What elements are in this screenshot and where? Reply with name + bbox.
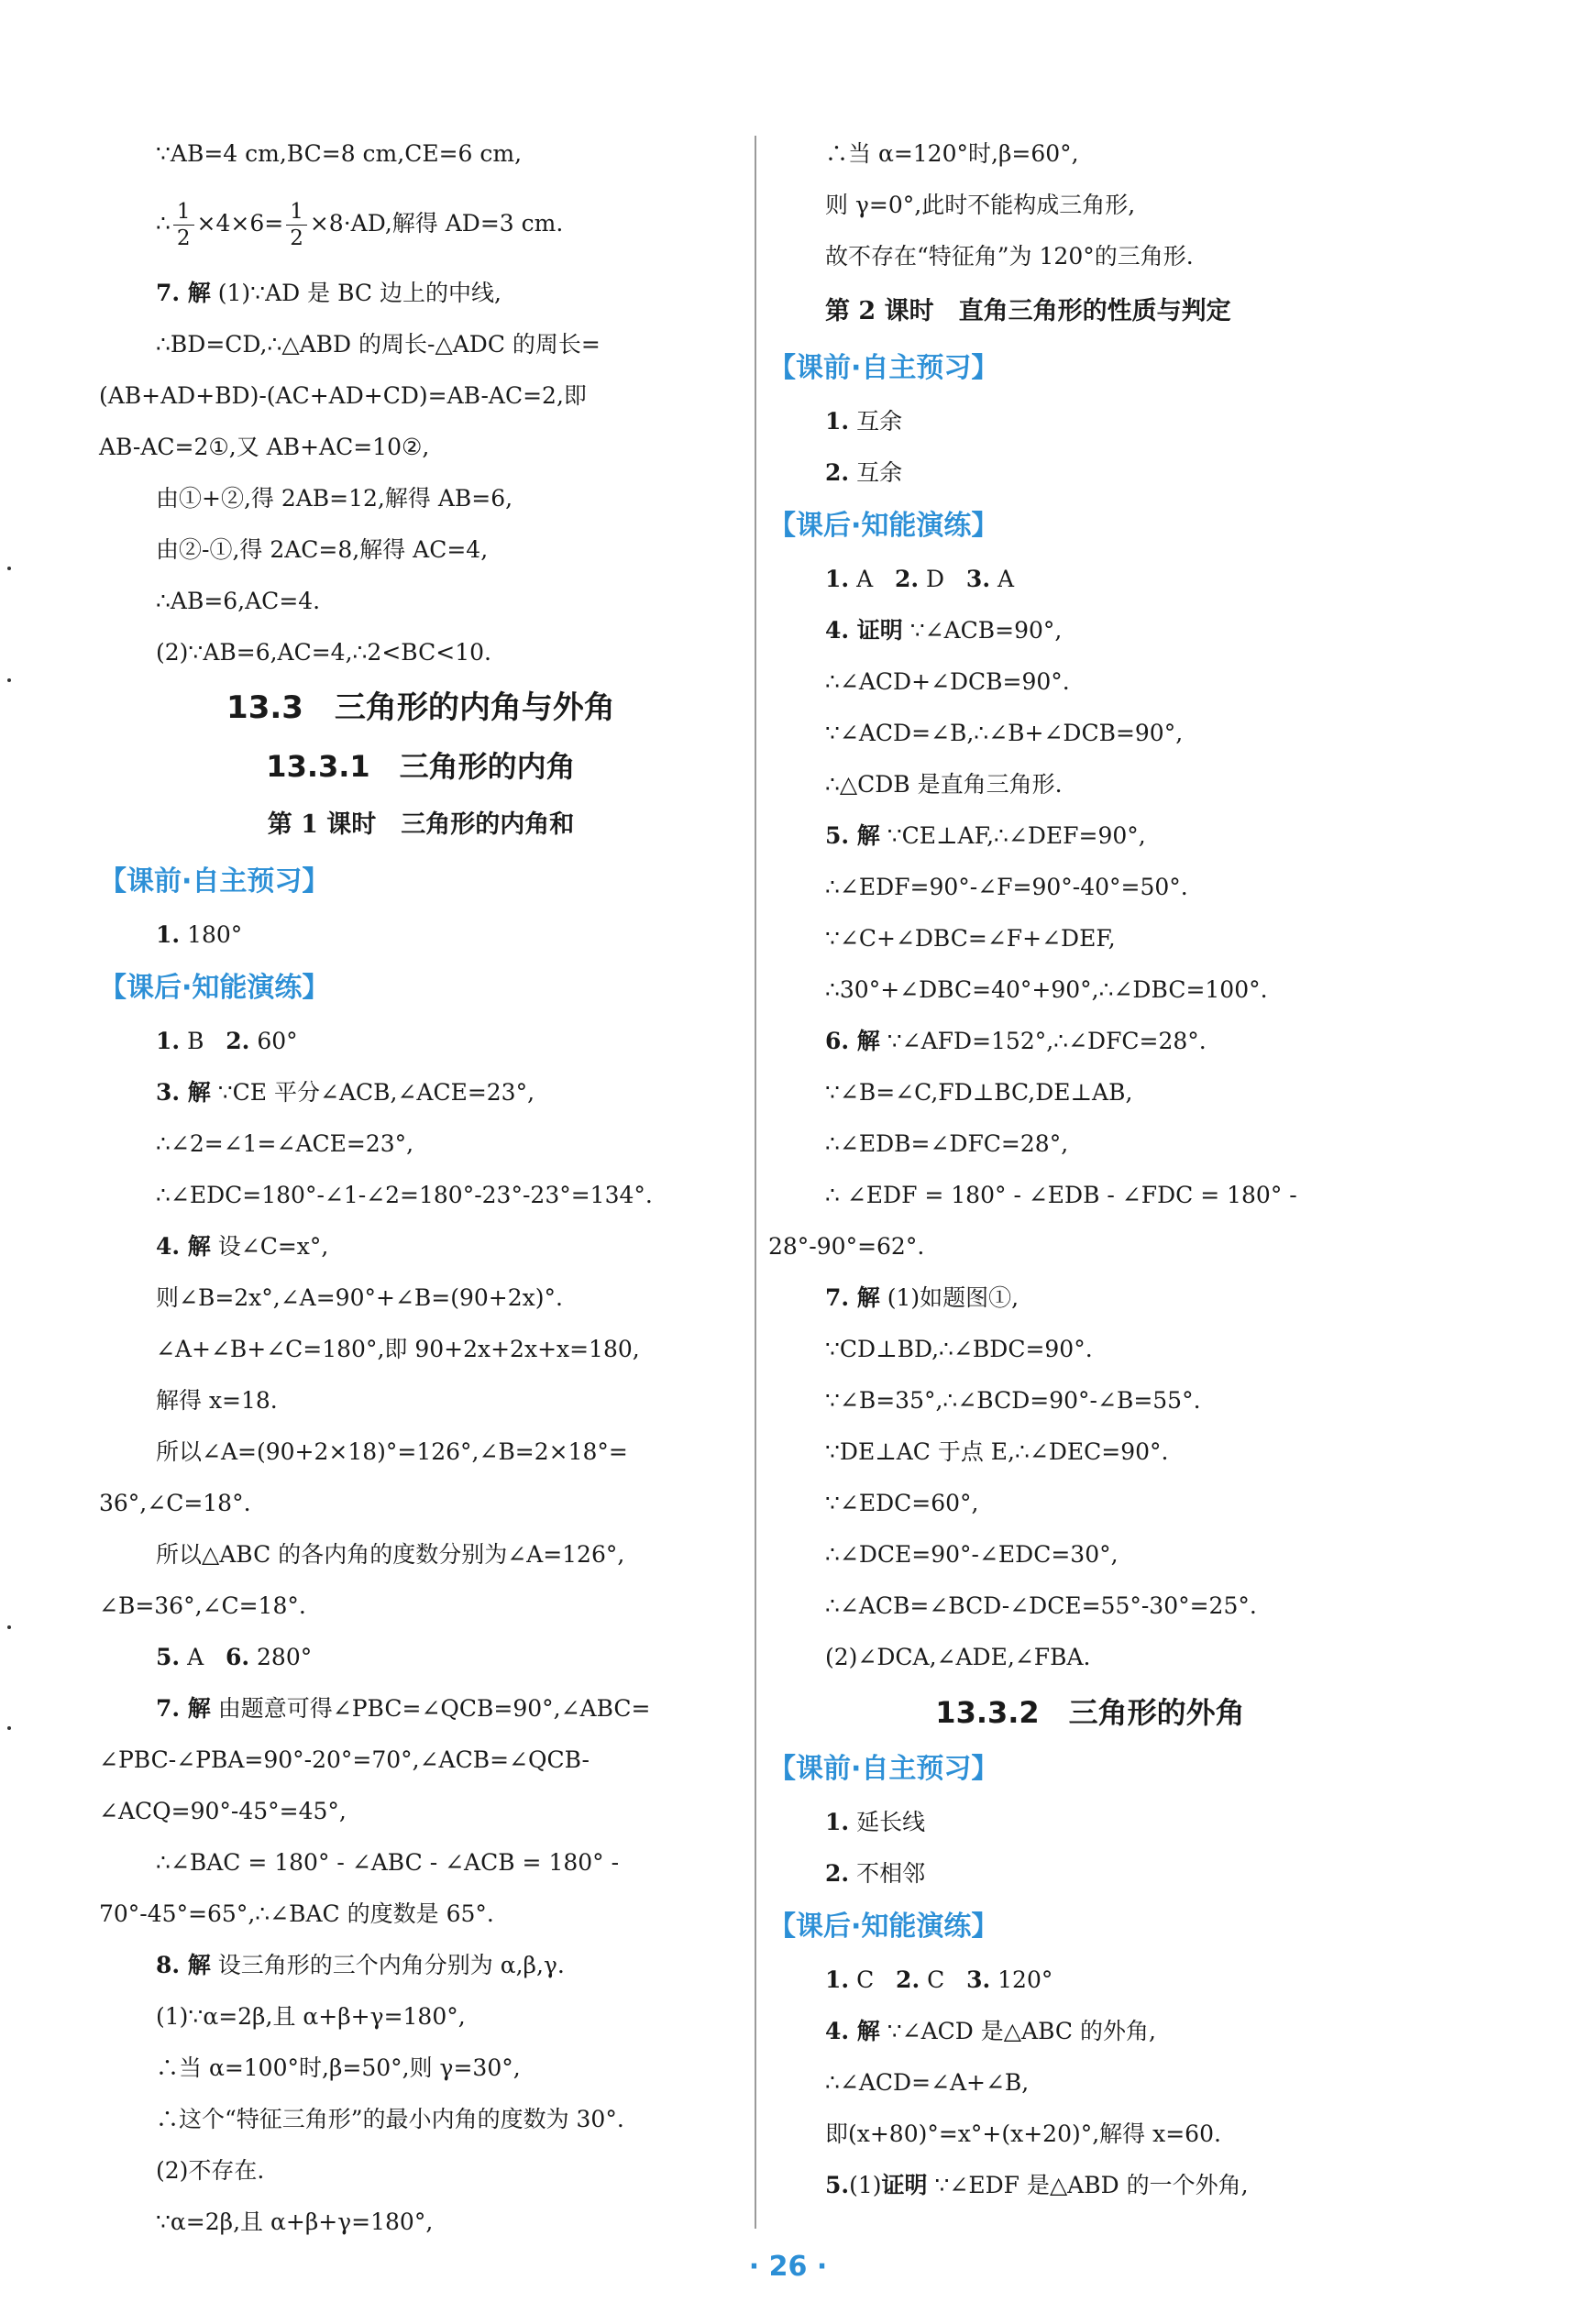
text-line: 由②-①,得 2AC=8,解得 AC=4,	[156, 536, 489, 563]
section-heading-practice: 【课后·知能演练】	[768, 1911, 999, 1943]
column-divider	[755, 136, 756, 2229]
answer-line: 5. A 6. 280°	[156, 1644, 313, 1670]
section-heading-preview: 【课前·自主预习】	[768, 1753, 999, 1785]
text-line: 则 γ=0°,此时不能构成三角形,	[825, 192, 1136, 218]
answer-line: 1. 延长线	[825, 1809, 926, 1835]
text-line: ∴∠BAC = 180° - ∠ABC - ∠ACB = 180° -	[156, 1849, 620, 1876]
text-line: 则∠B=2x°,∠A=90°+∠B=(90+2x)°.	[156, 1284, 563, 1311]
text-line: ∵∠ACD=∠B,∴∠B+∠DCB=90°,	[825, 720, 1184, 746]
text-line: 即(x+80)°=x°+(x+20)°,解得 x=60.	[825, 2120, 1221, 2147]
question-6: 6. 解 ∵∠AFD=152°,∴∠DFC=28°.	[825, 1028, 1207, 1054]
text-line: ∠B=36°,∠C=18°.	[99, 1592, 306, 1619]
question-8: 8. 解 设三角形的三个内角分别为 α,β,γ.	[156, 1952, 565, 1978]
text-line: (2)不存在.	[156, 2157, 265, 2184]
section-heading-preview: 【课前·自主预习】	[768, 352, 999, 384]
answer-line: 2. 不相邻	[825, 1860, 926, 1887]
question-3: 3. 解 ∵CE 平分∠ACB,∠ACE=23°,	[156, 1079, 535, 1106]
section-heading-practice: 【课后·知能演练】	[99, 972, 330, 1004]
text-line: ∵DE⊥AC 于点 E,∴∠DEC=90°.	[825, 1438, 1169, 1465]
text-line: (2)∵AB=6,AC=4,∴2<BC<10.	[156, 639, 491, 666]
subsection-title: 13.3.2 三角形的外角	[935, 1695, 1245, 1730]
answer-line: 1. A 2. D 3. A	[825, 566, 1015, 592]
right-column	[768, 128, 1412, 2211]
text-line: 28°-90°=62°.	[768, 1233, 925, 1260]
section-heading-preview: 【课前·自主预习】	[99, 865, 330, 898]
question-7b: 7. 解 由题意可得∠PBC=∠QCB=90°,∠ABC=	[156, 1695, 651, 1722]
left-column	[99, 128, 743, 2248]
text-line: ∴这个“特征三角形”的最小内角的度数为 30°.	[156, 2106, 624, 2132]
text-line: ∴BD=CD,∴△ABD 的周长-△ADC 的周长=	[156, 331, 601, 358]
text-line: 所以∠A=(90+2×18)°=126°,∠B=2×18°=	[156, 1438, 628, 1465]
text-line: ∴ ∠EDF = 180° - ∠EDB - ∠FDC = 180° -	[825, 1182, 1297, 1208]
lesson-title: 第 1 课时 三角形的内角和	[267, 810, 575, 839]
text-line: ∠PBC-∠PBA=90°-20°=70°,∠ACB=∠QCB-	[99, 1746, 590, 1773]
answer-line: 1. B 2. 60°	[156, 1028, 298, 1054]
text-line: 故不存在“特征角”为 120°的三角形.	[825, 243, 1194, 270]
text-line-fraction: ∴ $\frac{1}{2}$ ×4×6= $\frac{1}{2}$ ×8·AD,解得 AD=3 cm.	[156, 200, 564, 250]
subsection-title: 13.3.1 三角形的内角	[266, 749, 576, 784]
text-line: (2)∠DCA,∠ADE,∠FBA.	[825, 1644, 1091, 1670]
margin-dot	[7, 1625, 11, 1629]
text-line: 所以△ABC 的各内角的度数分别为∠A=126°,	[156, 1541, 625, 1568]
text-line: ∠ACQ=90°-45°=45°,	[99, 1798, 347, 1824]
answer-line: 1. 互余	[825, 408, 903, 435]
answer-line: 2. 互余	[825, 459, 903, 486]
answer-line: 1. 180°	[156, 921, 243, 948]
lesson-title: 第 2 课时 直角三角形的性质与判定	[825, 297, 1231, 325]
margin-dot	[7, 567, 11, 570]
question-7: 7. 解 (1)∵AD 是 BC 边上的中线,	[156, 280, 501, 306]
fraction: $\frac{1}{2}$	[173, 199, 194, 251]
text-line: AB-AC=2①,又 AB+AC=10②,	[99, 434, 430, 460]
question-5b: 5.(1)证明 ∵∠EDF 是△ABD 的一个外角,	[825, 2172, 1249, 2198]
page-number: · 26 ·	[748, 2251, 828, 2283]
section-title: 13.3 三角形的内角与外角	[226, 689, 615, 726]
text-line: ∴30°+∠DBC=40°+90°,∴∠DBC=100°.	[825, 976, 1268, 1003]
text-line: ∴∠EDB=∠DFC=28°,	[825, 1130, 1069, 1157]
text-line: ∴∠ACD+∠DCB=90°.	[825, 668, 1070, 695]
text-line: ∴△CDB 是直角三角形.	[825, 771, 1063, 798]
section-heading-practice: 【课后·知能演练】	[768, 510, 999, 542]
question-4: 4. 证明 ∵∠ACB=90°,	[825, 617, 1063, 644]
text-line: ∵CD⊥BD,∴∠BDC=90°.	[825, 1336, 1093, 1362]
text-line: ∠A+∠B+∠C=180°,即 90+2x+2x+x=180,	[156, 1336, 640, 1362]
text-line: (1)∵α=2β,且 α+β+γ=180°,	[156, 2003, 466, 2030]
text-line: ∴AB=6,AC=4.	[156, 588, 321, 614]
text-line: ∴当 α=120°时,β=60°,	[825, 140, 1079, 167]
margin-dot	[7, 1726, 11, 1730]
question-7: 7. 解 (1)如题图①,	[825, 1284, 1019, 1311]
text-line: 70°-45°=65°,∴∠BAC 的度数是 65°.	[99, 1900, 494, 1927]
text-line: ∴∠EDC=180°-∠1-∠2=180°-23°-23°=134°.	[156, 1182, 653, 1208]
text-line: ∴∠2=∠1=∠ACE=23°,	[156, 1130, 414, 1157]
text-line: 由①+②,得 2AB=12,解得 AB=6,	[156, 485, 513, 512]
question-5: 5. 解 ∵CE⊥AF,∴∠DEF=90°,	[825, 822, 1146, 849]
text-line: ∵AB=4 cm,BC=8 cm,CE=6 cm,	[156, 140, 523, 167]
answer-line: 1. C 2. C 3. 120°	[825, 1966, 1053, 1993]
fraction: $\frac{1}{2}$	[286, 199, 307, 251]
margin-dot	[7, 678, 11, 682]
text-line: ∵α=2β,且 α+β+γ=180°,	[156, 2208, 434, 2235]
text-line: ∵∠B=35°,∴∠BCD=90°-∠B=55°.	[825, 1387, 1201, 1414]
text-line: ∴∠ACB=∠BCD-∠DCE=55°-30°=25°.	[825, 1592, 1257, 1619]
text-line: (AB+AD+BD)-(AC+AD+CD)=AB-AC=2,即	[99, 382, 587, 409]
text-line: 解得 x=18.	[156, 1387, 278, 1414]
text-line: ∵∠C+∠DBC=∠F+∠DEF,	[825, 925, 1116, 952]
text-line: ∴当 α=100°时,β=50°,则 γ=30°,	[156, 2054, 521, 2081]
question-4: 4. 解 设∠C=x°,	[156, 1233, 329, 1260]
text-line: ∴∠DCE=90°-∠EDC=30°,	[825, 1541, 1119, 1568]
question-4b: 4. 解 ∵∠ACD 是△ABC 的外角,	[825, 2018, 1156, 2044]
text-line: ∵∠EDC=60°,	[825, 1490, 979, 1516]
text-line: ∴∠ACD=∠A+∠B,	[825, 2069, 1030, 2096]
text-line: ∵∠B=∠C,FD⊥BC,DE⊥AB,	[825, 1079, 1133, 1106]
text-line: ∴∠EDF=90°-∠F=90°-40°=50°.	[825, 874, 1188, 900]
text-line: 36°,∠C=18°.	[99, 1490, 251, 1516]
